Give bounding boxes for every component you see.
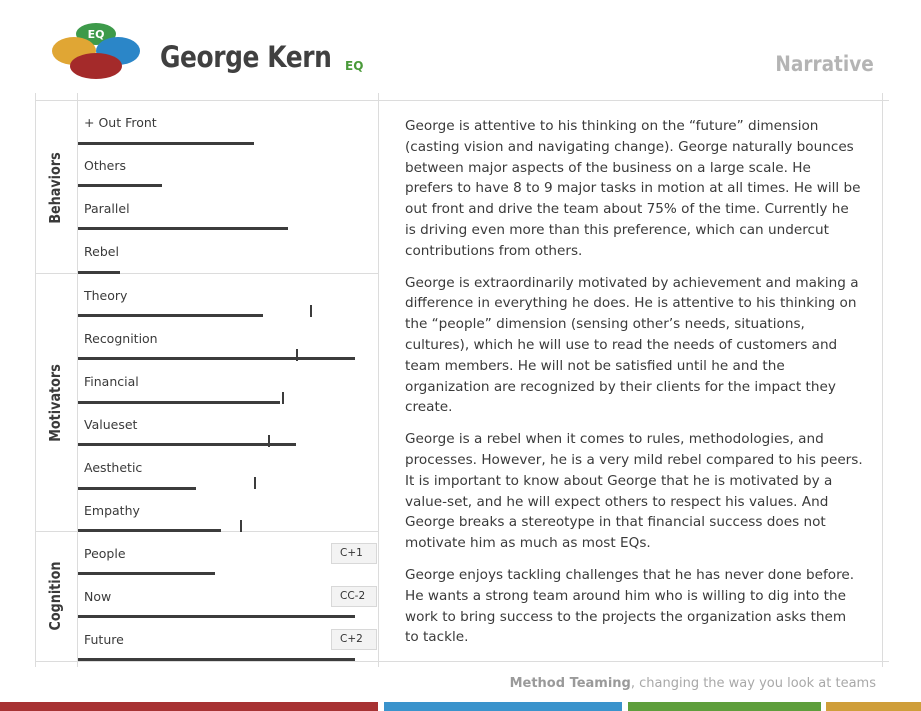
motivator-label: Valueset [84, 417, 138, 432]
cognition-bar [78, 572, 215, 575]
logo-bottom-petal [70, 53, 122, 79]
behavior-label: Others [84, 158, 127, 173]
narrative-paragraph: George is attentive to his thinking on the “future” dimension (casting vision and navigating change). George naturally bounces between major aspects of the business on a large scale. He prefers to have 8 to 9 major tasks in motion at all times. He will be out front and drive the team about 75% of the time. Currently he is driving even more than this preference, which can undercut contributions from others. [405, 118, 861, 259]
behavior-bar [78, 271, 120, 274]
footer-tagline [510, 676, 876, 691]
label-column-border [77, 93, 78, 667]
motivator-label: Financial [84, 374, 139, 389]
cognition-code-badge: C+2 [331, 629, 377, 650]
motivator-bar [78, 357, 355, 360]
left-panel-right-border [378, 93, 379, 667]
narrative-text [405, 116, 863, 659]
group-label-behaviors: Behaviors [46, 152, 64, 224]
behavior-label: Rebel [84, 244, 119, 259]
cognition-bar [78, 658, 355, 661]
behavior-bar [78, 227, 288, 230]
footer-stripe-green [628, 702, 821, 711]
narrative-paragraph: George enjoys tackling challenges that he has never done before. He wants a strong team around him who is willing to dig into the work to bring success to the projects the organization asks them to tackle. [405, 566, 855, 646]
eq-logo [52, 22, 140, 82]
cognition-label: People [84, 546, 126, 561]
motivator-bar [78, 314, 263, 317]
motivator-label: Empathy [84, 503, 140, 518]
motivator-bar [78, 443, 296, 446]
motivator-label: Recognition [84, 331, 158, 346]
person-name: George Kern [160, 40, 332, 74]
cognition-bar [78, 615, 355, 618]
cognition-code-badge: C+1 [331, 543, 377, 564]
group-label-motivators: Motivators [46, 364, 64, 442]
footer-brand-name: Method Teaming [509, 676, 631, 691]
cognition-code-badge: CC-2 [331, 586, 377, 607]
motivator-bar [78, 529, 221, 532]
behavior-label: Parallel [84, 201, 130, 216]
outer-right-border [882, 93, 883, 667]
group-label-cognition: Cognition [46, 561, 64, 631]
footer-stripe-gold [826, 702, 921, 711]
cognition-label: Now [84, 589, 112, 604]
narrative-paragraph: George is a rebel when it comes to rules, methodologies, and processes. However, he is a very mild rebel compared to his peers. It is important to know about George that he is motivated by a value-set, and he will expect others to respect his values. And George breaks a stereotype in that financial success does not motivate him as much as most EQs. [405, 431, 863, 552]
behavior-label: + Out Front [84, 115, 157, 130]
motivator-label: Aesthetic [84, 460, 143, 475]
behavior-bar [78, 142, 254, 145]
narrative-paragraph: George is extraordinarily motivated by achievement and making a difference in everything he does. He is attentive to his thinking on the “people” dimension (sensing other’s needs, situations, cultures), which he will use to read the needs of customers and team members. He will not be satisfied until he and the organization are recognized by their clients for the impact they create. [405, 274, 859, 416]
outer-left-border [35, 93, 36, 667]
type-code: EQ [345, 59, 364, 73]
bottom-divider [35, 661, 889, 662]
behavior-bar [78, 184, 162, 187]
motivator-bar [78, 401, 280, 404]
footer-tagline-text: , changing the way you look at teams [630, 676, 876, 691]
motivator-marker [296, 349, 298, 361]
motivator-marker [268, 435, 270, 447]
footer-stripe-red [0, 702, 378, 711]
cognition-label: Future [84, 632, 124, 647]
top-divider [35, 100, 889, 101]
motivator-bar [78, 487, 196, 490]
motivator-marker [282, 392, 284, 404]
logo-text: EQ [87, 28, 105, 41]
section-label: Narrative [775, 52, 874, 76]
motivator-marker [254, 477, 256, 489]
motivator-label: Theory [84, 288, 128, 303]
motivator-marker [310, 305, 312, 317]
footer-stripe-blue [384, 702, 622, 711]
motivator-marker [240, 520, 242, 532]
